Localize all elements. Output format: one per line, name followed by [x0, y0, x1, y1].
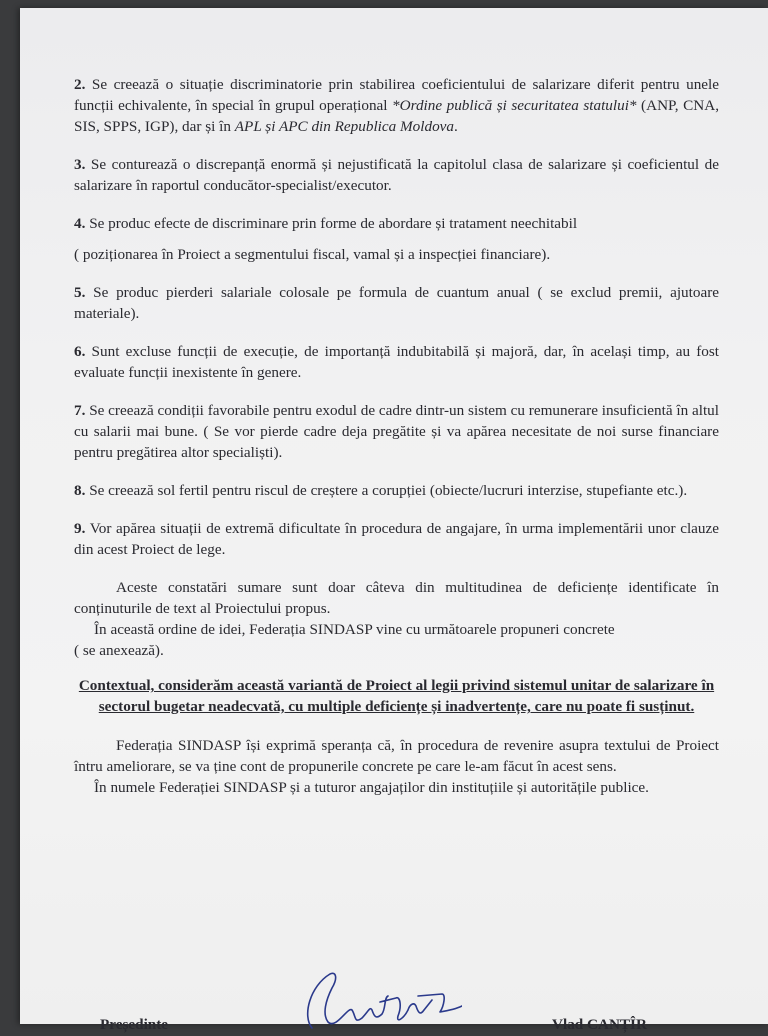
point-text: Vor apărea situații de extremă dificultate în procedura de angajare, în urma implementării unor clauze din acest Proiect de lege. — [74, 520, 719, 558]
point-6 — [74, 341, 719, 383]
point-text: Se produc efecte de discriminare prin forme de abordare și tratament neechitabil — [85, 215, 578, 232]
point-italic: APL și APC din Republica Moldova — [234, 118, 454, 135]
point-number: 7. — [74, 402, 86, 419]
point-text: Se creează condiții favorabile pentru exodul de cadre dintr-un sistem cu remunerare insuficientă în altul cu salarii mai bune. ( Se vor pierde cadre deja pregătite și va apărea necesitate de noi surse financiare pentru pregătirea altor specialiști). — [74, 402, 719, 461]
document-page — [20, 8, 768, 1033]
point-text: (ANP, CNA, SIS, SPPS, IGP), dar și în — [74, 97, 719, 135]
point-2 — [74, 74, 719, 137]
point-number: 5. — [74, 284, 86, 301]
point-9 — [74, 518, 719, 560]
point-text: Se produc pierderi salariale colosale pe formula de cuantum anual ( se exclud premii, ajutoare materiale). — [74, 284, 719, 322]
point-text: Se creează o situație discriminatorie prin stabilirea coeficientului de salarizare diferit pentru unele funcții echivalente, în special în grupul operațional — [74, 76, 719, 114]
point-7 — [74, 400, 719, 463]
point-number: 6. — [74, 343, 86, 360]
conclusion-paragraph: Contextual, considerăm această variantă de Proiect al legii privind sistemul unitar de salarizare în sectorul bugetar neadecvată, cu multiple deficiențe și inadvertențe, care nu poate fi susținut. — [78, 677, 715, 715]
point-8 — [74, 480, 719, 501]
proposal-paragraph — [74, 619, 719, 661]
point-text: Se creează sol fertil pentru riscul de creștere a corupției (obiecte/lucruri interzise, stupefiante etc.). — [85, 482, 688, 499]
hope-paragraph: Federația SINDASP își exprimă speranța că, în procedura de revenire asupra textului de Proiect întru ameliorare, se va ține cont de propunerile concrete pe care le-am făcut în acest sens. — [74, 737, 719, 775]
point-number: 3. — [74, 156, 86, 173]
signatory-role: Președinte — [100, 1016, 169, 1033]
point-text-continued: ( poziționarea în Proiect a segmentului fiscal, vamal și a inspecției financiare). — [74, 246, 551, 263]
closing-paragraph: În numele Federației SINDASP și a tuturor angajaților din instituțiile și autoritățile publice. — [94, 779, 649, 796]
proposal-annex: ( se anexează). — [74, 642, 164, 659]
point-5 — [74, 282, 719, 324]
signature-block — [74, 954, 719, 1034]
point-4 — [74, 213, 719, 265]
summary-paragraph: Aceste constatări sumare sunt doar câteva din multitudinea de deficiențe identificate în conținuturile de text al Proiectului propus. — [74, 579, 719, 617]
handwritten-signature — [292, 966, 462, 1036]
point-italic: *Ordine publică și securitatea statului* — [392, 97, 637, 114]
point-3 — [74, 154, 719, 196]
proposal-text: În această ordine de idei, Federația SINDASP vine cu următoarele propuneri concrete — [94, 621, 615, 638]
point-number: 8. — [74, 482, 86, 499]
point-number: 2. — [74, 76, 86, 93]
point-text: Se conturează o discrepanță enormă și nejustificată la capitolul clasa de salarizare și coeficientul de salarizare în raportul conducător-specialist/executor. — [74, 156, 719, 194]
point-number: 9. — [74, 520, 86, 537]
point-number: 4. — [74, 215, 86, 232]
point-text: Sunt excluse funcții de execuție, de importanță indubitabilă și majoră, dar, în același timp, au fost evaluate funcții inexistente în genere. — [74, 343, 719, 381]
signatory-name: Vlad CANȚÎR — [552, 1016, 647, 1033]
document-body — [74, 74, 719, 1033]
point-text: . — [454, 118, 458, 135]
